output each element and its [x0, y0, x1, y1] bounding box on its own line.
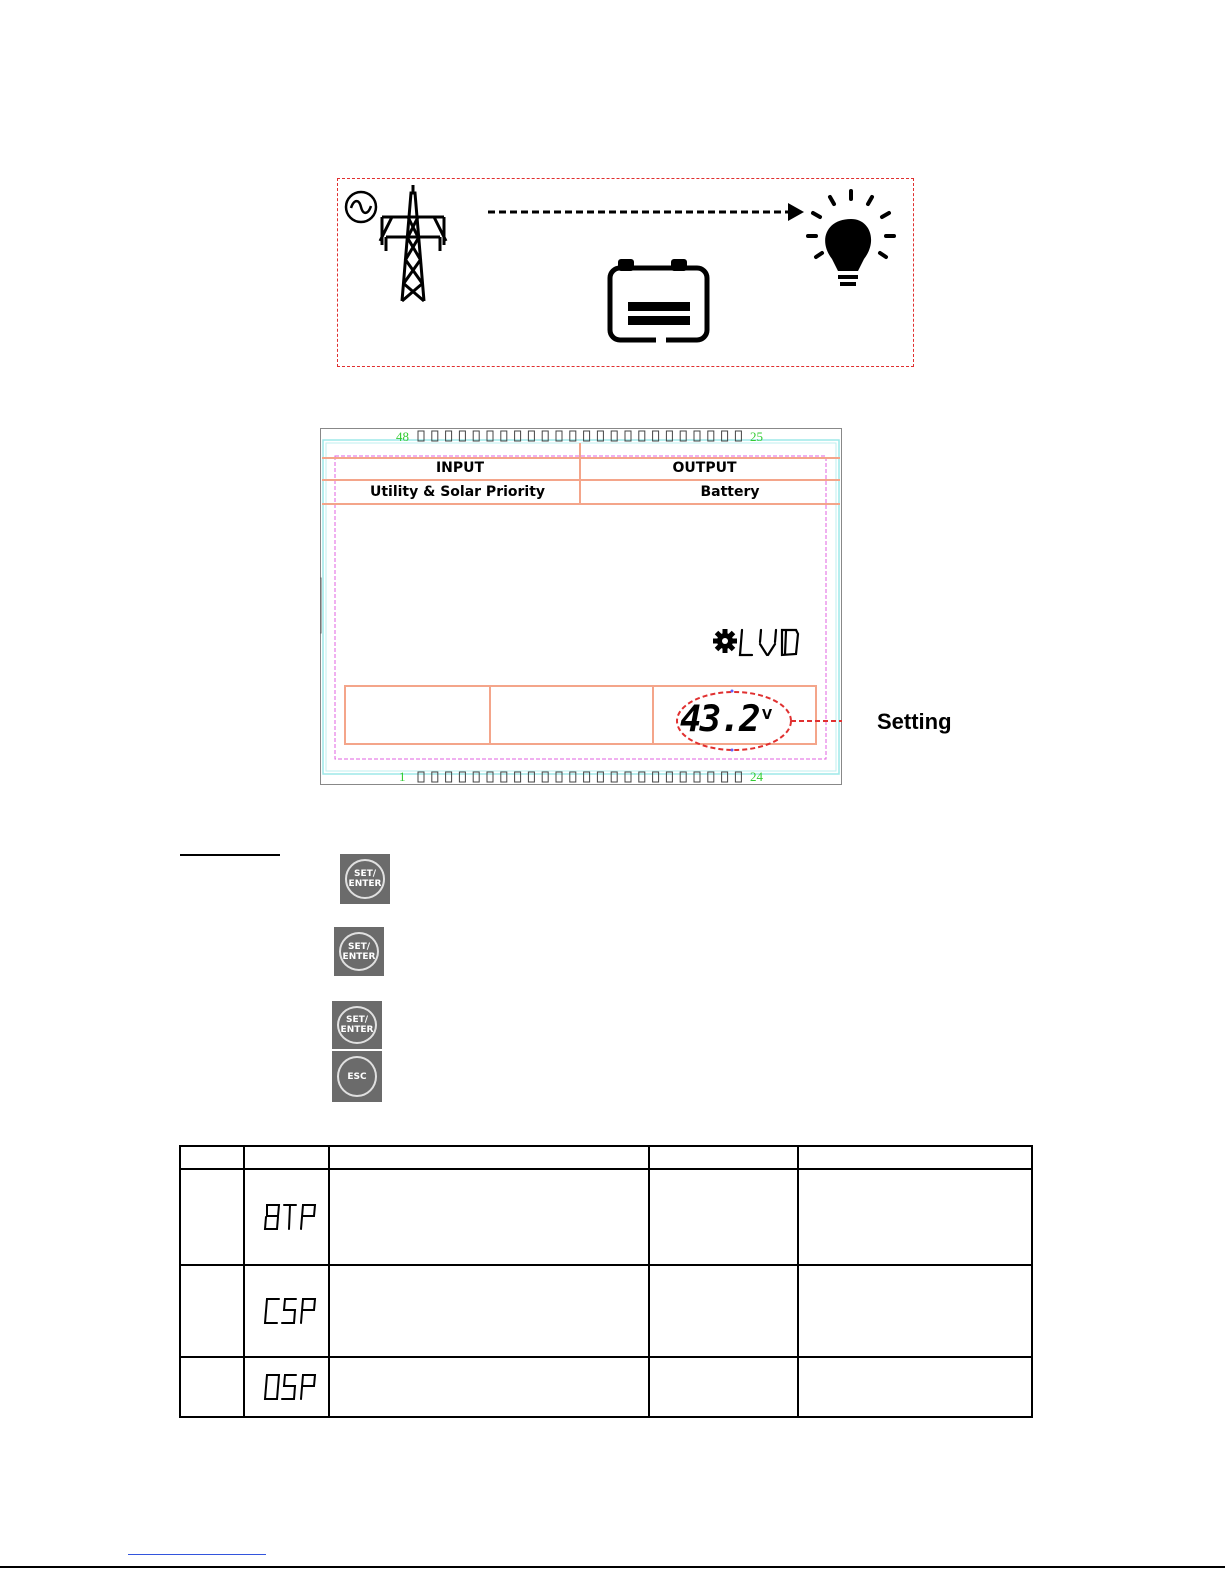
transmission-tower-icon: [380, 185, 446, 301]
setting-callout-label: Setting: [877, 709, 952, 734]
setting-value: 43.2: [680, 699, 759, 740]
output-value: Battery: [700, 484, 760, 500]
ac-sine-icon: [346, 192, 376, 222]
pin-number-1: 1: [399, 769, 406, 784]
input-value: Utility & Solar Priority: [369, 484, 546, 500]
input-header: INPUT: [435, 460, 485, 476]
power-flow-graphic: [338, 179, 915, 368]
battery-icon: [610, 259, 707, 343]
pin-number-24: 24: [750, 769, 763, 784]
set-enter-key-1: SET/ ENTER: [340, 854, 390, 904]
settings-table: [179, 1145, 1033, 1418]
pin-number-25: 25: [750, 429, 763, 444]
setting-code-segment-display: [740, 630, 798, 655]
table-row-code: [263, 1372, 318, 1407]
table-row-code-text: [263, 1202, 318, 1232]
set-enter-key-3: SET/ ENTER: [332, 1001, 382, 1049]
table-row-code: [263, 1202, 318, 1237]
footer-rule: [0, 1566, 1225, 1568]
pin-number-48: 48: [396, 429, 409, 444]
setting-unit: V: [762, 708, 773, 723]
set-enter-key-2: SET/ ENTER: [334, 927, 384, 976]
lcd-frame: [320, 428, 842, 785]
footer-link-underline[interactable]: [128, 1554, 266, 1555]
flow-arrow: [488, 203, 804, 221]
esc-key: ESC: [332, 1051, 382, 1102]
gear-icon: [713, 629, 737, 653]
lcd-screen: [320, 428, 842, 785]
table-row-code-text: [263, 1372, 318, 1402]
section-heading-underline: [180, 854, 280, 856]
light-bulb-icon: [808, 191, 894, 286]
power-flow-diagram: [337, 178, 914, 367]
table-row-code-text: [263, 1296, 318, 1326]
table-row-code: [263, 1296, 318, 1331]
output-header: OUTPUT: [672, 460, 737, 476]
